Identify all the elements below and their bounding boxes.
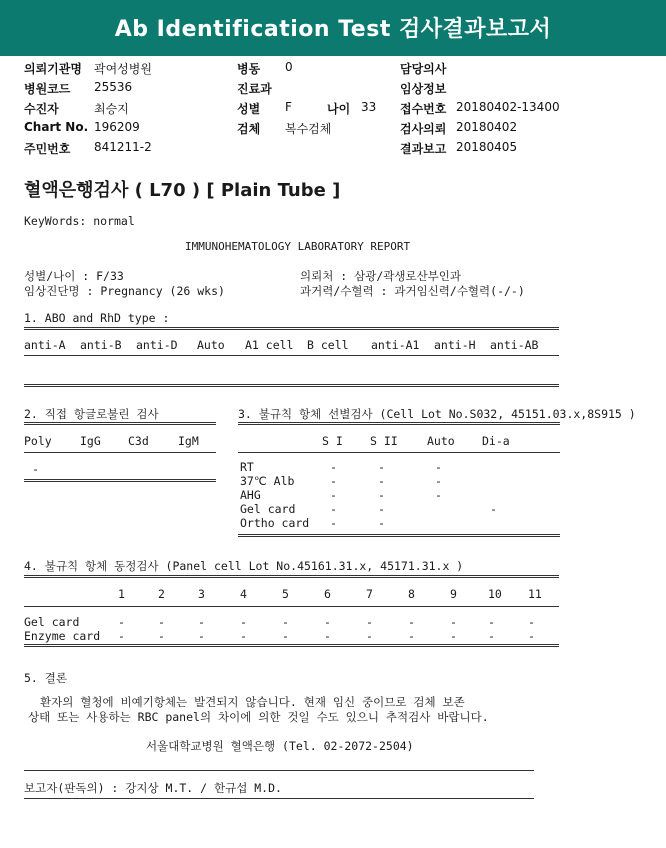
request-row	[400, 120, 518, 137]
s4-cell: -	[158, 615, 165, 629]
s1-col: anti-A1	[371, 338, 420, 352]
code-value: 25536	[94, 80, 133, 94]
patient-info-panel	[0, 56, 666, 167]
page-title: Ab Identification Test 검사결과보고서	[114, 17, 552, 42]
specimen-row	[237, 120, 332, 137]
s2-col: Poly	[24, 434, 52, 448]
ward-label: 병동	[237, 62, 261, 76]
s3-row-label: AHG	[240, 488, 261, 502]
code-label: 병원코드	[24, 82, 71, 96]
s4-cell: -	[528, 615, 535, 629]
hospital-row	[24, 60, 152, 77]
section-4-title: 4. 불규칙 항체 동정검사 (Panel cell Lot No.45161.31.x, 45171.31.x )	[24, 559, 464, 573]
receipt-label: 접수번호	[400, 102, 447, 116]
s1-col: B cell	[307, 338, 349, 352]
age-value: 33	[361, 100, 377, 114]
hospital-label: 의뢰기관명	[24, 62, 82, 76]
sex-value: F	[285, 100, 292, 114]
request-value: 20180402	[456, 120, 518, 134]
report-title: 혈액은행검사 ( L70 ) [ Plain Tube ]	[24, 180, 341, 201]
s3-cell: -	[490, 502, 497, 516]
divider	[24, 384, 559, 387]
s4-col: 10	[488, 587, 502, 601]
s3-cell: -	[330, 460, 337, 474]
s4-row-label: Enzyme card	[24, 629, 101, 643]
s1-col: anti-B	[80, 338, 122, 352]
s4-cell: -	[158, 629, 165, 643]
s3-cell: -	[330, 516, 337, 530]
s4-col: 8	[408, 587, 415, 601]
patient-row	[24, 100, 129, 117]
hospital-value: 곽여성병원	[94, 62, 152, 76]
sex-age: 성별/나이 : F/33	[24, 269, 124, 283]
divider	[238, 422, 560, 425]
s3-cell: -	[330, 502, 337, 516]
s4-cell: -	[282, 615, 289, 629]
divider	[24, 479, 216, 482]
s4-cell: -	[366, 615, 373, 629]
divider	[24, 327, 559, 330]
divider	[24, 575, 559, 578]
patient-label: 수진자	[24, 102, 59, 116]
s1-col: Auto	[197, 338, 225, 352]
s4-cell: -	[324, 629, 331, 643]
receipt-value: 20180402-13400	[456, 100, 560, 114]
s2-col: IgG	[80, 434, 101, 448]
conclusion-line-1: 환자의 혈청에 비예기항체는 발견되지 않습니다. 현재 임신 중이므로 검체 보존	[40, 695, 465, 709]
s3-cell: -	[330, 474, 337, 488]
divider	[24, 355, 559, 356]
sex-label: 성별	[237, 102, 261, 116]
doctor-label: 담당의사	[400, 62, 447, 76]
s4-cell: -	[450, 615, 457, 629]
divider	[24, 452, 216, 453]
id-row	[24, 140, 152, 157]
dept-row	[237, 80, 272, 97]
s4-col: 3	[198, 587, 205, 601]
s3-col: S I	[322, 434, 343, 448]
ward-row	[237, 60, 293, 77]
divider	[238, 534, 560, 537]
ward-value: 0	[285, 60, 293, 74]
conclusion-line-2: 상태 또는 사용하는 RBC panel의 차이에 의한 것일 수도 있으니 추적검사 바랍니다.	[28, 710, 489, 724]
receipt-row	[400, 100, 560, 117]
request-label: 검사의뢰	[400, 122, 447, 136]
s2-col: IgM	[178, 434, 199, 448]
s3-row-label: 37℃ Alb	[240, 474, 295, 488]
s4-col: 9	[450, 587, 457, 601]
section-5-title: 5. 결론	[24, 671, 67, 685]
id-label: 주민번호	[24, 142, 71, 156]
s3-row-label: RT	[240, 460, 254, 474]
lab-contact: 서울대학교병원 혈액은행 (Tel. 02-2072-2504)	[146, 739, 414, 753]
s1-col: anti-AB	[490, 338, 539, 352]
lab-report-title: IMMUNOHEMATOLOGY LABORATORY REPORT	[185, 240, 411, 253]
s3-col: S II	[370, 434, 398, 448]
s4-cell: -	[324, 615, 331, 629]
s4-cell: -	[366, 629, 373, 643]
divider	[24, 770, 534, 771]
s1-col: A1 cell	[245, 338, 294, 352]
specimen-value: 복수검체	[285, 122, 332, 136]
section-3-title: 3. 불규칙 항체 선별검사 (Cell Lot No.S032, 45151.03.x,8S915 )	[238, 407, 636, 421]
divider	[238, 452, 560, 453]
divider	[24, 798, 534, 799]
s3-col: Auto	[427, 434, 455, 448]
s4-cell: -	[240, 629, 247, 643]
s1-col: anti-A	[24, 338, 66, 352]
specimen-label: 검체	[237, 122, 261, 136]
age-label: 나이	[327, 102, 351, 116]
s4-col: 5	[282, 587, 289, 601]
s4-cell: -	[528, 629, 535, 643]
section-1-title: 1. ABO and RhD type :	[24, 311, 170, 325]
s4-cell: -	[118, 629, 125, 643]
doctor-row	[400, 60, 446, 77]
scanned-report	[0, 166, 666, 848]
s3-cell: -	[435, 474, 442, 488]
s4-cell: -	[488, 615, 495, 629]
history: 과거력/수혈력 : 과거임신력/수혈력(-/-)	[300, 284, 525, 298]
s3-cell: -	[378, 474, 385, 488]
s3-col: Di-a	[482, 434, 510, 448]
chart-row	[24, 120, 140, 134]
section-2-title: 2. 직접 항글로불린 검사	[24, 407, 159, 421]
referrer: 의뢰처 : 삼광/곽생로산부인과	[300, 269, 462, 283]
s3-row-label: Gel card	[240, 502, 296, 516]
s4-col: 2	[158, 587, 165, 601]
s4-cell: -	[450, 629, 457, 643]
s4-cell: -	[198, 615, 205, 629]
report-date-row	[400, 140, 518, 157]
s4-cell: -	[240, 615, 247, 629]
s4-row-label: Gel card	[24, 615, 80, 629]
clinical-row	[400, 80, 446, 97]
sex-row	[237, 100, 377, 117]
patient-value: 최승지	[94, 102, 129, 116]
divider	[24, 606, 559, 607]
s4-cell: -	[408, 629, 415, 643]
report-date-label: 결과보고	[400, 142, 447, 156]
chart-value: 196209	[94, 120, 140, 134]
s1-col: anti-D	[136, 338, 178, 352]
s4-col: 6	[324, 587, 331, 601]
s3-cell: -	[435, 488, 442, 502]
s4-cell: -	[282, 629, 289, 643]
divider	[24, 422, 216, 425]
s4-cell: -	[488, 629, 495, 643]
s2-col: C3d	[128, 434, 149, 448]
id-value: 841211-2	[94, 140, 152, 154]
s3-cell: -	[378, 488, 385, 502]
reporter: 보고자(판독의) : 강지상 M.T. / 한규섭 M.D.	[24, 781, 282, 795]
s3-cell: -	[378, 502, 385, 516]
s4-col: 11	[528, 587, 542, 601]
s4-col: 1	[118, 587, 125, 601]
clinical-label: 임상정보	[400, 82, 447, 96]
s4-col: 4	[240, 587, 247, 601]
s1-col: anti-H	[434, 338, 476, 352]
s4-cell: -	[408, 615, 415, 629]
s3-cell: -	[435, 460, 442, 474]
s3-row-label: Ortho card	[240, 516, 310, 530]
keywords: KeyWords: normal	[24, 214, 135, 228]
s3-cell: -	[378, 460, 385, 474]
s3-cell: -	[330, 488, 337, 502]
dept-label: 진료과	[237, 82, 272, 96]
s4-cell: -	[198, 629, 205, 643]
s3-cell: -	[378, 516, 385, 530]
s2-value: -	[32, 462, 39, 476]
divider	[24, 644, 559, 647]
s4-cell: -	[118, 615, 125, 629]
report-date-value: 20180405	[456, 140, 518, 154]
header-bar	[0, 0, 666, 56]
chart-label: Chart No.	[24, 120, 89, 134]
s4-col: 7	[366, 587, 373, 601]
code-row	[24, 80, 133, 97]
diagnosis: 임상진단명 : Pregnancy (26 wks)	[24, 284, 225, 298]
